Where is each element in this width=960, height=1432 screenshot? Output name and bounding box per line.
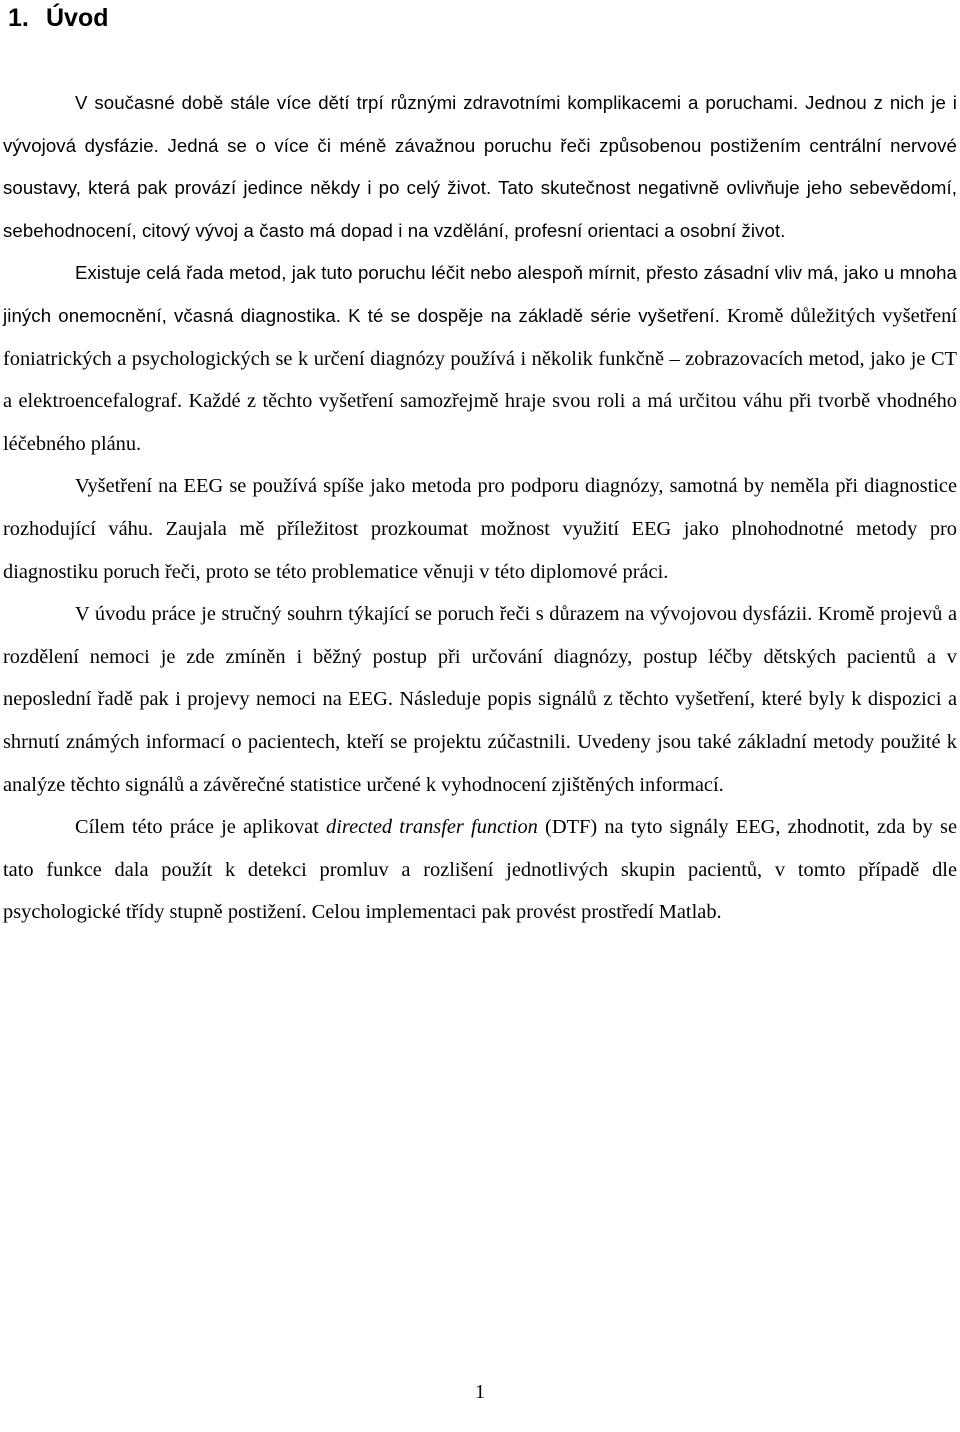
paragraph-goal-emphasis: directed transfer function <box>326 816 538 839</box>
paragraph-goal-part-1: Cílem této práce je aplikovat <box>75 816 327 839</box>
paragraph-eeg <box>3 465 957 593</box>
paragraph-diagnostics-part-1: Existuje celá řada metod, jak tuto poruchu léčit nebo alespoň mírnit, přesto zásadní vliv má, jako u mnoha jiných onemocnění, včasná diagnostika. K té se dospěje na základě série vyšetření. <box>3 262 957 326</box>
paragraph-overview-text: V úvodu práce je stručný souhrn týkající se poruch řeči s důrazem na vývojovou dysfázii. Kromě projevů a rozdělení nemoci je zde zmíněn i běžný postup při určování diagnózy, postup léčby dětských pacientů a v neposlední řadě pak i projevy nemoci na EEG. Následuje popis signálů z těchto vyšetření, které byly k dispozici a shrnutí známých informací o pacientech, kteří se projektu zúčastnili. Uvedeny jsou také základní metody použité k analýze těchto signálů a závěrečné statistice určené k vyhodnocení zjištěných informací. <box>3 603 957 796</box>
chapter-number: 1. <box>8 4 29 32</box>
paragraph-diagnostics <box>3 252 957 465</box>
chapter-heading <box>8 3 109 33</box>
paragraph-overview <box>3 593 957 806</box>
paragraph-eeg-text: Vyšetření na EEG se používá spíše jako metoda pro podporu diagnózy, samotná by neměla při diagnostice rozhodující váhu. Zaujala mě příležitost prozkoumat možnost využití EEG jako plnohodnotné metody pro diagnostiku poruch řeči, proto se této problematice věnuji v této diplomové práci. <box>3 475 957 583</box>
paragraph-intro-part-1: V současné době stále více dětí trpí různými zdravotními komplikacemi a poruchami. Jednou z nich je i vývojová dysfázie. Jedná se o více či méně závažnou poruchu řeči způsobenou postižením centrální nervové soustavy, která pak provází jedince někdy i po celý život. <box>3 92 957 199</box>
chapter-title: Úvod <box>46 4 109 32</box>
paragraph-intro <box>3 82 957 252</box>
page-number: 1 <box>475 1381 485 1403</box>
paragraph-intro-part-2: Tato skutečnost negativně ovlivňuje jeho sebevědomí, sebehodnocení, citový vývoj a často má dopad i na vzdělání, profesní orientaci a osobní život. <box>3 177 958 241</box>
body-text <box>3 82 957 934</box>
paragraph-diagnostics-part-2: Kromě důležitých vyšetření foniatrických a psychologických se k určení diagnózy používá i několik funkčně – zobrazovacích metod, jako je CT a elektroencefalograf. Každé z těchto vyšetření samozřejmě hraje svou roli a má určitou váhu při tvorbě vhodného léčebného plánu. <box>3 304 957 455</box>
paragraph-goal-part-2: (DTF) na tyto signály EEG, zhodnotit, zda by se tato funkce dala použít k detekci promluv a rozlišení jednotlivých skupin pacientů, v tomto případě dle psychologické třídy stupně postižení. Celou implementaci pak provést prostředí Matlab. <box>3 816 957 924</box>
paragraph-goal <box>3 806 957 934</box>
